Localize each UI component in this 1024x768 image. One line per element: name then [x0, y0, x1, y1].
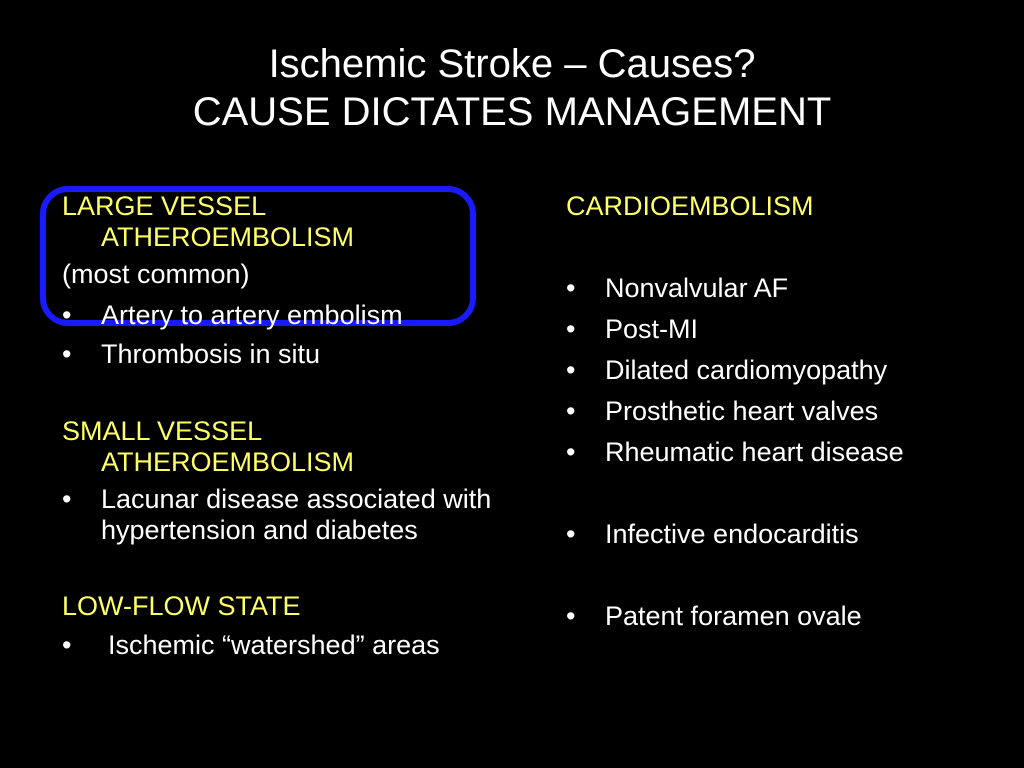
bullet-icon: •	[566, 273, 576, 303]
bullet-icon: •	[62, 339, 72, 369]
small-vessel-heading-line2: ATHEROEMBOLISM	[101, 447, 355, 477]
list-item: • Patent foramen ovale	[566, 601, 862, 631]
bullet-icon: •	[566, 601, 576, 631]
list-item: • Post-MI	[566, 314, 699, 344]
large-vessel-heading	[62, 191, 502, 253]
bullet-icon: •	[566, 314, 576, 344]
list-item: • Lacunar disease associated with hypertension and diabetes	[62, 484, 492, 545]
slide-title	[0, 40, 1024, 136]
bullet-icon: •	[62, 630, 72, 660]
large-vessel-heading-line1: LARGE VESSEL	[62, 191, 267, 221]
list-item: • Thrombosis in situ	[62, 339, 321, 369]
bullet-icon: •	[566, 437, 576, 467]
small-vessel-heading-line1: SMALL VESSEL	[62, 416, 263, 446]
list-item: • Rheumatic heart disease	[566, 437, 904, 467]
bullet-icon: •	[566, 355, 576, 385]
large-vessel-heading-line2: ATHEROEMBOLISM	[101, 222, 355, 252]
bullet-icon: •	[62, 484, 72, 514]
list-item: • Artery to artery embolism	[62, 300, 403, 330]
list-item: • Prosthetic heart valves	[566, 396, 879, 426]
list-item: • Dilated cardiomyopathy	[566, 355, 888, 385]
list-item: • Infective endocarditis	[566, 519, 859, 549]
slide-title-line1: Ischemic Stroke – Causes?	[268, 42, 756, 86]
bullet-icon: •	[566, 519, 576, 549]
list-item: • Ischemic “watershed” areas	[62, 630, 440, 660]
large-vessel-note: (most common)	[62, 259, 250, 289]
slide-title-line2: CAUSE DICTATES MANAGEMENT	[192, 90, 832, 134]
cardioembolism-heading: CARDIOEMBOLISM	[566, 191, 814, 221]
bullet-icon: •	[566, 396, 576, 426]
right-column	[566, 191, 996, 632]
left-column	[62, 191, 502, 661]
list-item: • Nonvalvular AF	[566, 273, 789, 303]
small-vessel-heading	[62, 416, 502, 478]
low-flow-heading: LOW-FLOW STATE	[62, 591, 301, 621]
bullet-icon: •	[62, 300, 72, 330]
